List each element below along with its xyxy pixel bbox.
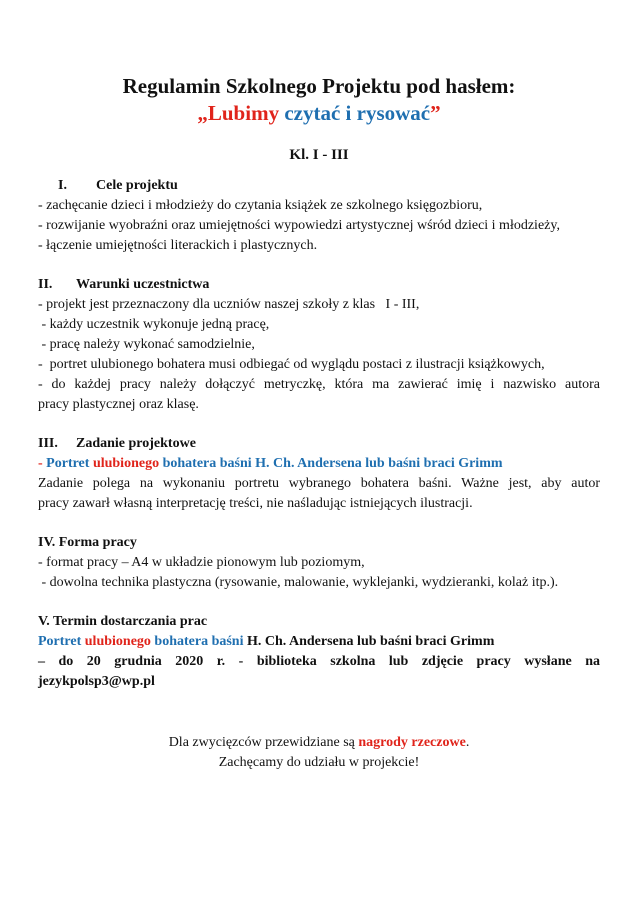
section-2-item: - pracę należy wykonać samodzielnie,: [38, 337, 255, 352]
section-2-item-continued: pracy plastycznej oraz klasę.: [38, 397, 199, 412]
section-1-item: - zachęcanie dzieci i młodzieży do czytania książek ze szkolnego księgozbioru,: [38, 198, 483, 213]
document-title: Regulamin Szkolnego Projektu pod hasłem:: [122, 74, 516, 98]
topic-word-portret: Portret: [46, 456, 93, 471]
section-2-item: - każdy uczestnik wykonuje jedną pracę,: [38, 317, 270, 332]
prizes-note-end: .: [465, 735, 470, 750]
prizes-highlight: nagrody rzeczowe: [358, 735, 466, 750]
topic-authors: H. Ch. Andersena lub baśni braci Grimm: [255, 456, 503, 471]
section-2-heading: [38, 275, 600, 295]
section-1-item: - łączenie umiejętności literackich i plastycznych.: [38, 238, 318, 253]
prizes-note: [0, 733, 638, 753]
prizes-note-text: Dla zwycięzców przewidziane są: [168, 735, 359, 750]
topic-word-portret: Portret: [38, 634, 85, 649]
section-1-number: I.: [58, 178, 67, 193]
section-3-title: Zadanie projektowe: [76, 436, 196, 451]
project-slogan: [0, 100, 638, 126]
slogan-word-lubimy: Lubimy: [207, 101, 280, 125]
section-1-item: - rozwijanie wyobraźni oraz umiejętności wypowiedzi artystycznej wśród dzieci i młodzieży,: [38, 218, 560, 233]
section-5-heading: V. Termin dostarczania prac: [38, 614, 208, 629]
topic-word-bohatera: bohatera baśni: [154, 634, 247, 649]
topic-word-ulubionego: ulubionego: [92, 456, 163, 471]
section-4-heading: IV. Forma pracy: [38, 535, 137, 550]
slogan-open-quote: „: [197, 101, 208, 125]
section-4-item: - dowolna technika plastyczna (rysowanie, malowanie, wyklejanki, wydzieranki, kolaż itp.).: [38, 575, 559, 590]
section-3-number: III.: [38, 436, 58, 451]
section-2-item: - projekt jest przeznaczony dla uczniów naszej szkoły z klas I - III,: [38, 297, 420, 312]
section-1-title: Cele projektu: [96, 178, 178, 193]
topic-dash: -: [38, 456, 47, 471]
slogan-close-quote: ”: [430, 101, 441, 125]
class-range: Kl. I - III: [289, 147, 349, 163]
topic-word-bohatera: bohatera baśni: [162, 456, 256, 471]
section-3-description-continued: pracy zawarł własną interpretację treści, nie naśladując istniejących ilustracji.: [38, 496, 473, 511]
section-5-topic: [38, 632, 600, 652]
section-3-heading: [38, 434, 600, 454]
topic-authors: H. Ch. Andersena lub baśni braci Grimm: [246, 634, 495, 649]
section-5-deadline: – do 20 grudnia 2020 r. - biblioteka szkolna lub zdjęcie pracy wysłane na: [38, 654, 600, 669]
invitation-note: Zachęcamy do udziału w projekcie!: [218, 755, 420, 770]
section-3-description: Zadanie polega na wykonaniu portretu wybranego bohatera baśni. Ważne jest, aby autor: [38, 476, 600, 491]
section-2-item: - portret ulubionego bohatera musi odbiegać od wyglądu postaci z ilustracji książkowych,: [38, 357, 545, 372]
section-2-item: - do każdej pracy należy dołączyć metryczkę, która ma zawierać imię i nazwisko autora: [38, 377, 600, 392]
section-2-title: Warunki uczestnictwa: [76, 277, 210, 292]
section-3-topic: [38, 454, 600, 474]
topic-word-ulubionego: ulubionego: [84, 634, 155, 649]
section-4-item: - format pracy – A4 w układzie pionowym lub poziomym,: [38, 555, 365, 570]
section-2-number: II.: [38, 277, 53, 292]
slogan-rest: czytać i rysować: [279, 101, 431, 125]
section-1-heading: [58, 176, 620, 196]
contact-email: jezykpolsp3@wp.pl: [38, 674, 155, 689]
